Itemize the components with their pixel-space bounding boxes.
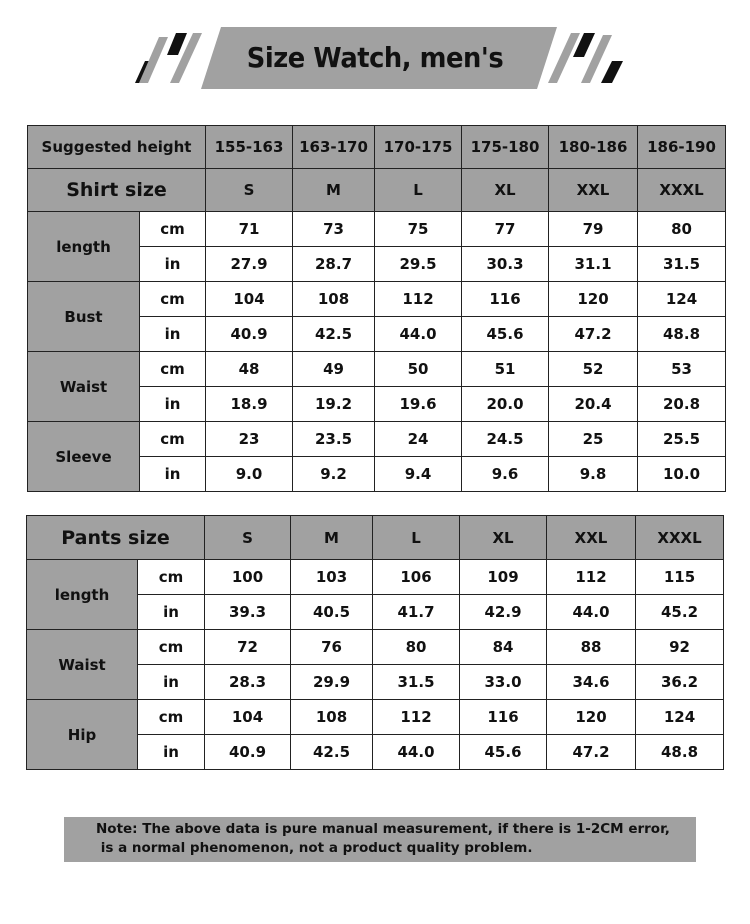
value-cell: 45.2 bbox=[636, 595, 724, 630]
value-cell: 106 bbox=[373, 560, 460, 595]
measure-label: Sleeve bbox=[28, 422, 140, 492]
value-cell: 44.0 bbox=[373, 735, 460, 770]
value-cell: 31.1 bbox=[549, 247, 638, 282]
height-cell: 180-186 bbox=[549, 126, 638, 169]
size-cell: L bbox=[373, 516, 460, 560]
value-cell: 47.2 bbox=[549, 317, 638, 352]
value-cell: 10.0 bbox=[638, 457, 726, 492]
value-cell: 29.5 bbox=[375, 247, 462, 282]
value-cell: 40.5 bbox=[291, 595, 373, 630]
value-cell: 23.5 bbox=[293, 422, 375, 457]
note-line-1: Note: The above data is pure manual measurement, if there is 1-2CM error, bbox=[96, 821, 670, 837]
value-cell: 88 bbox=[547, 630, 636, 665]
size-cell: S bbox=[206, 169, 293, 212]
size-cell: XL bbox=[462, 169, 549, 212]
size-cell: XXL bbox=[549, 169, 638, 212]
value-cell: 120 bbox=[549, 282, 638, 317]
table-row bbox=[28, 422, 726, 457]
measure-label: Waist bbox=[27, 630, 138, 700]
value-cell: 42.9 bbox=[460, 595, 547, 630]
value-cell: 108 bbox=[293, 282, 375, 317]
value-cell: 120 bbox=[547, 700, 636, 735]
value-cell: 112 bbox=[375, 282, 462, 317]
value-cell: 124 bbox=[636, 700, 724, 735]
value-cell: 19.2 bbox=[293, 387, 375, 422]
value-cell: 30.3 bbox=[462, 247, 549, 282]
page-title: Size Watch, men's bbox=[246, 41, 504, 74]
unit-label: cm bbox=[138, 700, 205, 735]
value-cell: 45.6 bbox=[462, 317, 549, 352]
height-cell: 163-170 bbox=[293, 126, 375, 169]
value-cell: 72 bbox=[205, 630, 291, 665]
title-banner bbox=[125, 27, 625, 89]
value-cell: 20.4 bbox=[549, 387, 638, 422]
value-cell: 48 bbox=[206, 352, 293, 387]
value-cell: 40.9 bbox=[206, 317, 293, 352]
shirt-size-table bbox=[27, 125, 726, 492]
value-cell: 33.0 bbox=[460, 665, 547, 700]
value-cell: 24.5 bbox=[462, 422, 549, 457]
value-cell: 47.2 bbox=[547, 735, 636, 770]
right-stripe-icon bbox=[601, 61, 623, 83]
pants-size-table bbox=[26, 515, 724, 770]
value-cell: 73 bbox=[293, 212, 375, 247]
value-cell: 41.7 bbox=[373, 595, 460, 630]
size-cell: XXXL bbox=[638, 169, 726, 212]
value-cell: 49 bbox=[293, 352, 375, 387]
size-row bbox=[27, 516, 724, 560]
value-cell: 28.3 bbox=[205, 665, 291, 700]
value-cell: 76 bbox=[291, 630, 373, 665]
value-cell: 20.0 bbox=[462, 387, 549, 422]
measure-label: length bbox=[27, 560, 138, 630]
unit-label: cm bbox=[140, 422, 206, 457]
height-cell: 170-175 bbox=[375, 126, 462, 169]
value-cell: 53 bbox=[638, 352, 726, 387]
value-cell: 44.0 bbox=[375, 317, 462, 352]
right-stripe-icon bbox=[548, 33, 580, 83]
value-cell: 25 bbox=[549, 422, 638, 457]
value-cell: 42.5 bbox=[291, 735, 373, 770]
value-cell: 79 bbox=[549, 212, 638, 247]
value-cell: 116 bbox=[460, 700, 547, 735]
height-cell: 175-180 bbox=[462, 126, 549, 169]
size-cell: XXXL bbox=[636, 516, 724, 560]
value-cell: 100 bbox=[205, 560, 291, 595]
unit-label: in bbox=[138, 665, 205, 700]
unit-label: in bbox=[140, 387, 206, 422]
value-cell: 45.6 bbox=[460, 735, 547, 770]
value-cell: 115 bbox=[636, 560, 724, 595]
value-cell: 48.8 bbox=[636, 735, 724, 770]
value-cell: 9.4 bbox=[375, 457, 462, 492]
value-cell: 92 bbox=[636, 630, 724, 665]
value-cell: 40.9 bbox=[205, 735, 291, 770]
value-cell: 80 bbox=[638, 212, 726, 247]
shirt-size-header: Shirt size bbox=[28, 169, 206, 212]
table-row bbox=[28, 352, 726, 387]
value-cell: 103 bbox=[291, 560, 373, 595]
value-cell: 116 bbox=[462, 282, 549, 317]
unit-label: cm bbox=[140, 352, 206, 387]
value-cell: 48.8 bbox=[638, 317, 726, 352]
value-cell: 104 bbox=[206, 282, 293, 317]
note-line-2: is a normal phenomenon, not a product quality problem. bbox=[96, 840, 533, 856]
value-cell: 51 bbox=[462, 352, 549, 387]
value-cell: 24 bbox=[375, 422, 462, 457]
measure-label: Waist bbox=[28, 352, 140, 422]
value-cell: 52 bbox=[549, 352, 638, 387]
note-box bbox=[64, 817, 696, 862]
measure-label: Bust bbox=[28, 282, 140, 352]
left-stripe-icon bbox=[167, 33, 187, 55]
value-cell: 77 bbox=[462, 212, 549, 247]
size-cell: L bbox=[375, 169, 462, 212]
unit-label: cm bbox=[140, 212, 206, 247]
value-cell: 112 bbox=[547, 560, 636, 595]
height-header: Suggested height bbox=[28, 126, 206, 169]
value-cell: 109 bbox=[460, 560, 547, 595]
size-cell: S bbox=[205, 516, 291, 560]
left-stripe-icon bbox=[139, 37, 168, 83]
value-cell: 36.2 bbox=[636, 665, 724, 700]
table-row bbox=[27, 630, 724, 665]
value-cell: 108 bbox=[291, 700, 373, 735]
value-cell: 31.5 bbox=[638, 247, 726, 282]
table-row bbox=[27, 700, 724, 735]
measure-label: length bbox=[28, 212, 140, 282]
value-cell: 124 bbox=[638, 282, 726, 317]
value-cell: 9.2 bbox=[293, 457, 375, 492]
value-cell: 20.8 bbox=[638, 387, 726, 422]
value-cell: 34.6 bbox=[547, 665, 636, 700]
unit-label: cm bbox=[140, 282, 206, 317]
value-cell: 84 bbox=[460, 630, 547, 665]
value-cell: 29.9 bbox=[291, 665, 373, 700]
value-cell: 23 bbox=[206, 422, 293, 457]
size-cell: M bbox=[293, 169, 375, 212]
size-row bbox=[28, 169, 726, 212]
unit-label: in bbox=[138, 595, 205, 630]
height-cell: 155-163 bbox=[206, 126, 293, 169]
value-cell: 31.5 bbox=[373, 665, 460, 700]
value-cell: 27.9 bbox=[206, 247, 293, 282]
height-cell: 186-190 bbox=[638, 126, 726, 169]
table-row bbox=[27, 560, 724, 595]
measure-label: Hip bbox=[27, 700, 138, 770]
value-cell: 112 bbox=[373, 700, 460, 735]
value-cell: 28.7 bbox=[293, 247, 375, 282]
value-cell: 42.5 bbox=[293, 317, 375, 352]
value-cell: 75 bbox=[375, 212, 462, 247]
value-cell: 9.0 bbox=[206, 457, 293, 492]
unit-label: in bbox=[138, 735, 205, 770]
size-cell: XXL bbox=[547, 516, 636, 560]
value-cell: 71 bbox=[206, 212, 293, 247]
value-cell: 9.6 bbox=[462, 457, 549, 492]
unit-label: cm bbox=[138, 560, 205, 595]
size-cell: XL bbox=[460, 516, 547, 560]
height-row bbox=[28, 126, 726, 169]
unit-label: in bbox=[140, 247, 206, 282]
value-cell: 18.9 bbox=[206, 387, 293, 422]
table-row bbox=[28, 212, 726, 247]
pants-size-header: Pants size bbox=[27, 516, 205, 560]
value-cell: 25.5 bbox=[638, 422, 726, 457]
value-cell: 39.3 bbox=[205, 595, 291, 630]
value-cell: 104 bbox=[205, 700, 291, 735]
unit-label: cm bbox=[138, 630, 205, 665]
size-cell: M bbox=[291, 516, 373, 560]
unit-label: in bbox=[140, 317, 206, 352]
value-cell: 50 bbox=[375, 352, 462, 387]
value-cell: 80 bbox=[373, 630, 460, 665]
value-cell: 9.8 bbox=[549, 457, 638, 492]
table-row bbox=[28, 282, 726, 317]
value-cell: 44.0 bbox=[547, 595, 636, 630]
value-cell: 19.6 bbox=[375, 387, 462, 422]
unit-label: in bbox=[140, 457, 206, 492]
